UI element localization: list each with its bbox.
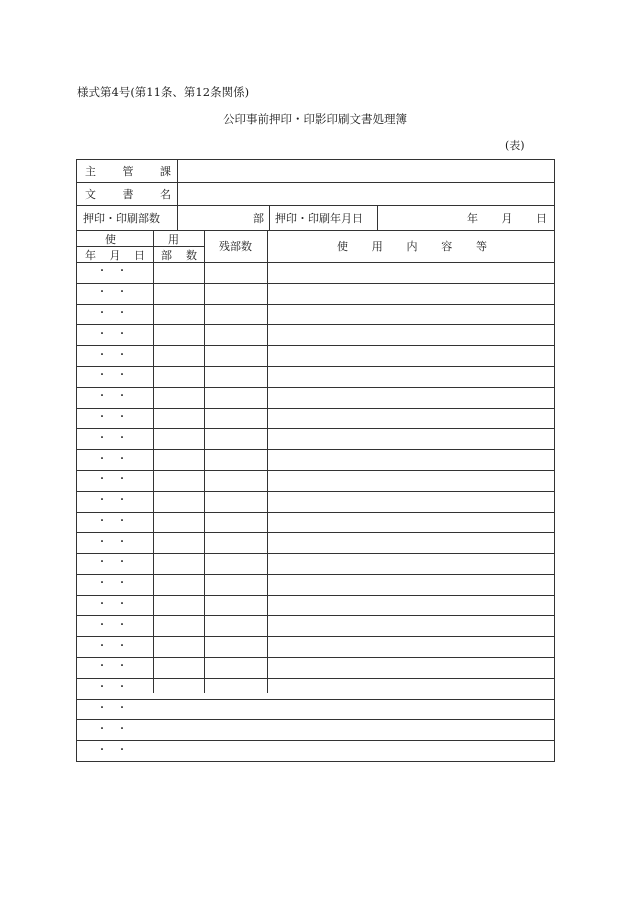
table-row-line [77,657,554,658]
table-row-line [77,470,554,471]
usage-copies-header [161,250,197,261]
table-row-date-placeholder: ・ ・ [97,433,127,444]
remaining-header: 残部数 [219,240,252,253]
usage-date-header-char: 月 [109,249,121,262]
copies-label: 押印・印刷部数 [83,212,160,225]
copies-unit: 部 [253,212,264,225]
table-row-line [77,512,554,513]
table-row-line [77,366,554,367]
print-date-units [467,213,547,224]
table-row-date-placeholder: ・ ・ [97,641,127,652]
table-row-line [77,345,554,346]
table-row-date-placeholder: ・ ・ [97,620,127,631]
table-row-date-placeholder: ・ ・ [97,578,127,589]
form-number-label: 様式第4号(第11条、第12条関係) [77,85,250,99]
table-row-date-placeholder: ・ ・ [97,703,127,714]
table-row-date-placeholder: ・ ・ [97,682,127,693]
managing-section-label-char: 課 [160,165,171,178]
table-row-line [77,387,554,388]
table-row-line [77,719,554,720]
table-row-date-placeholder: ・ ・ [97,412,127,423]
table-row-line [77,699,554,700]
usage-content-header-char: 内 [406,240,418,253]
usage-date-header [85,250,145,261]
print-date-units-char: 月 [501,212,513,225]
document-name-label [85,189,171,200]
table-row-date-placeholder: ・ ・ [97,350,127,361]
table-row-date-placeholder: ・ ・ [97,724,127,735]
usage-header-char: 用 [168,233,179,246]
register-table [76,159,555,762]
row-divider [77,230,554,231]
table-row-line [77,532,554,533]
table-row-line [77,304,554,305]
table-row-line [77,408,554,409]
table-row-date-placeholder: ・ ・ [97,266,127,277]
document-title: 公印事前押印・印影印刷文書処理簿 [223,112,407,126]
table-row-date-placeholder: ・ ・ [97,287,127,298]
table-row-line [77,636,554,637]
usage-content-header-char: 用 [371,240,383,253]
table-row-date-placeholder: ・ ・ [97,557,127,568]
usage-content-header-char: 等 [476,240,487,253]
label-column-divider [177,160,178,230]
table-row-line [77,740,554,741]
print-date-units-char: 日 [536,212,547,225]
usage-date-header-char: 日 [134,249,145,262]
table-row-date-placeholder: ・ ・ [97,454,127,465]
usage-content-header [337,241,487,252]
usage-date-column-line [153,230,154,693]
table-row-date-placeholder: ・ ・ [97,308,127,319]
usage-header-char: 使 [105,233,116,246]
side-indicator: (表) [505,139,525,152]
print-date-label: 押印・印刷年月日 [275,212,363,225]
usage-subheader-divider [77,246,204,247]
usage-copies-header-char: 数 [186,249,197,262]
usage-content-header-char: 容 [441,240,453,253]
managing-section-label [85,166,171,177]
date-divider [377,205,378,230]
document-name-label-char: 文 [85,188,96,201]
usage-copies-header-char: 部 [161,249,172,262]
table-row-date-placeholder: ・ ・ [97,537,127,548]
table-row-line [77,595,554,596]
managing-section-label-char: 管 [122,165,134,178]
usage-copies-column-line [204,230,205,693]
table-row-date-placeholder: ・ ・ [97,516,127,527]
table-row-line [77,449,554,450]
usage-date-header-char: 年 [85,249,96,262]
copies-divider [269,205,270,230]
table-row-line [77,678,554,679]
table-row-line [77,283,554,284]
usage-content-header-char: 使 [337,240,348,253]
table-row-date-placeholder: ・ ・ [97,474,127,485]
usage-header [105,234,179,245]
table-row-date-placeholder: ・ ・ [97,661,127,672]
table-row-date-placeholder: ・ ・ [97,495,127,506]
document-name-label-char: 書 [122,188,134,201]
table-row-line [77,491,554,492]
document-name-label-char: 名 [160,188,171,201]
table-row-date-placeholder: ・ ・ [97,329,127,340]
table-row-line [77,615,554,616]
row-divider [77,205,554,206]
table-row-date-placeholder: ・ ・ [97,745,127,756]
table-row-date-placeholder: ・ ・ [97,391,127,402]
row-divider [77,182,554,183]
table-row-line [77,574,554,575]
remaining-column-line [267,230,268,693]
managing-section-label-char: 主 [85,165,96,178]
table-row-date-placeholder: ・ ・ [97,370,127,381]
print-date-units-char: 年 [467,212,478,225]
table-row-line [77,324,554,325]
table-row-line [77,553,554,554]
table-row-date-placeholder: ・ ・ [97,599,127,610]
table-row-line [77,428,554,429]
header-bottom-line [77,262,554,263]
